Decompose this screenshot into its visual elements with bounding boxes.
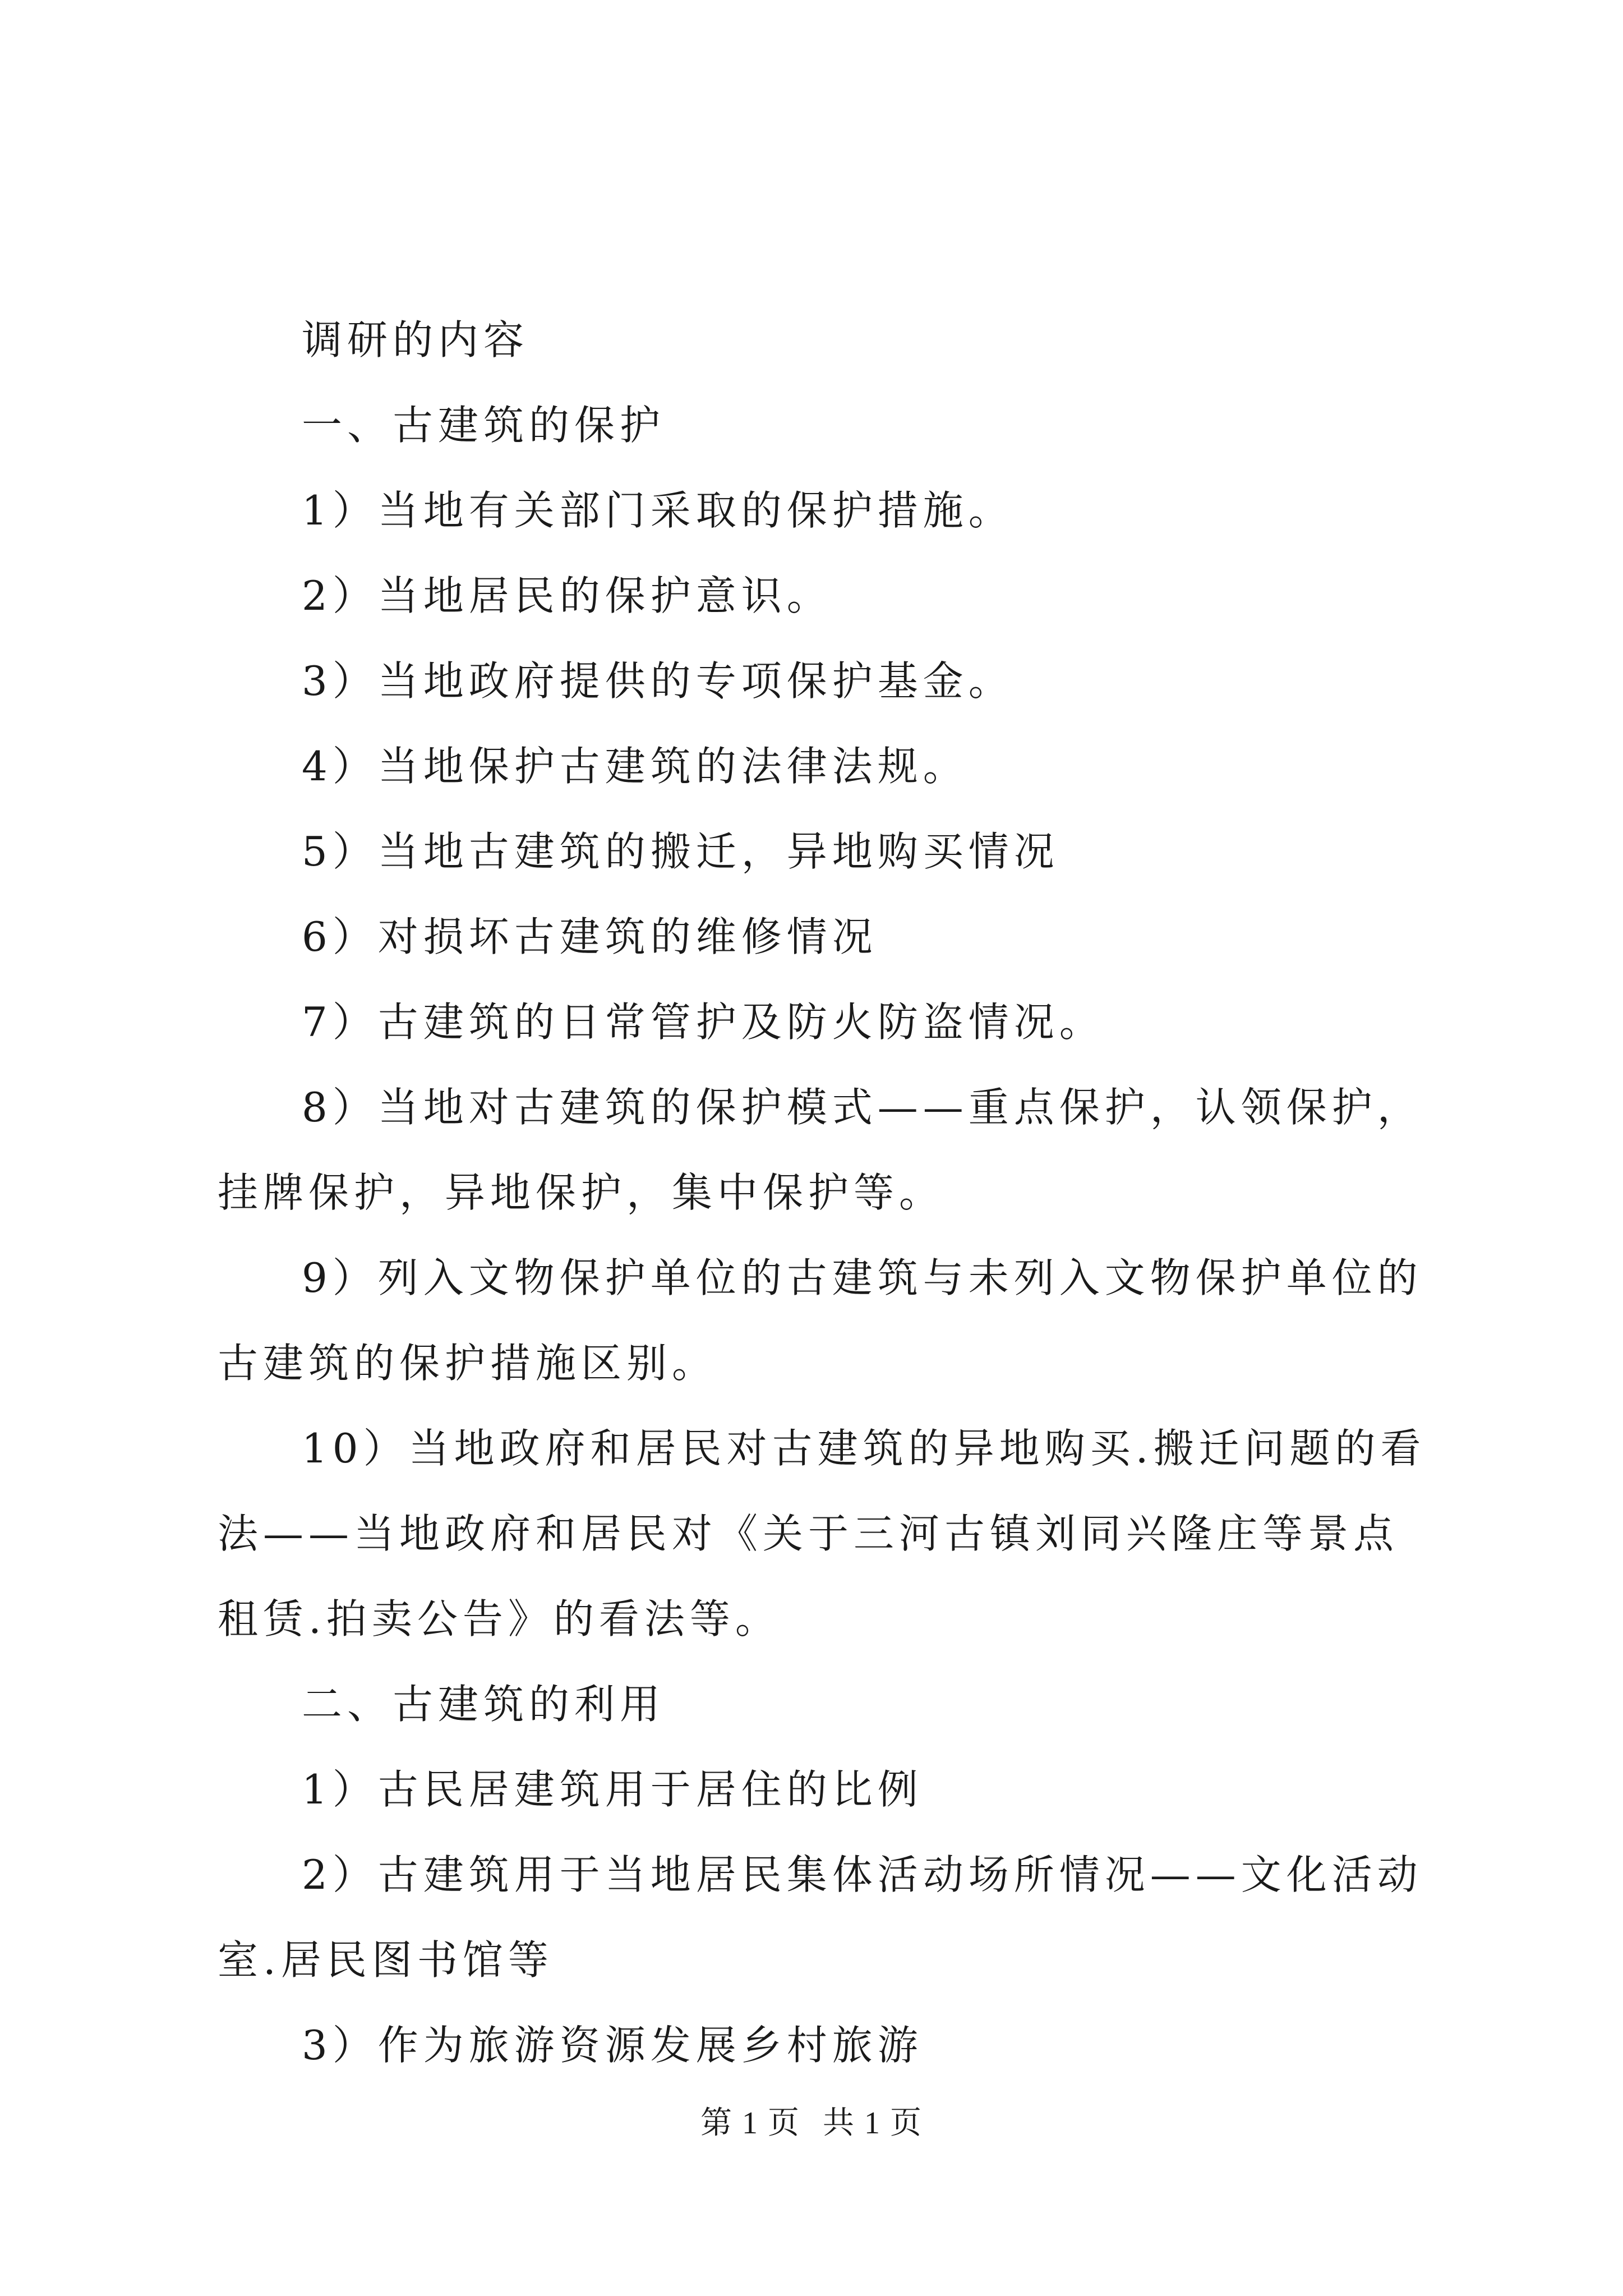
list-item: 1）当地有关部门采取的保护措施。 xyxy=(302,487,1014,534)
list-item: 4）当地保护古建筑的法律法规。 xyxy=(302,743,969,790)
page-number-current: 第 1 页 xyxy=(700,2106,800,2141)
page-number-total: 共 1 页 xyxy=(823,2106,923,2141)
list-item: 5）当地古建筑的搬迁，异地购买情况 xyxy=(302,828,1059,875)
list-item: 3）作为旅游资源发展乡村旅游 xyxy=(302,2022,923,2069)
list-item: 2）古建筑用于当地居民集体活动场所情况——文化活动室.居民图书馆等 xyxy=(218,1851,1423,1984)
list-item: 2）当地居民的保护意识。 xyxy=(302,572,832,619)
document-body xyxy=(218,297,1435,2088)
list-item: 6）对损坏古建筑的维修情况 xyxy=(302,913,878,960)
page-footer xyxy=(0,2101,1623,2146)
list-item: 8）当地对古建筑的保护模式——重点保护，认领保护，挂牌保护，异地保护，集中保护等。 xyxy=(218,1084,1423,1216)
list-item: 10）当地政府和居民对古建筑的异地购买.搬迁问题的看法——当地政府和居民对《关于三河古镇刘同兴隆庄等景点租赁.拍卖公告》的看法等。 xyxy=(218,1425,1426,1642)
section-heading: 一、古建筑的保护 xyxy=(302,402,666,449)
section-heading: 二、古建筑的利用 xyxy=(302,1681,666,1728)
list-item: 1）古民居建筑用于居住的比例 xyxy=(302,1766,923,1813)
document-heading: 调研的内容 xyxy=(302,316,529,364)
list-item: 9）列入文物保护单位的古建筑与未列入文物保护单位的古建筑的保护措施区别。 xyxy=(218,1254,1423,1387)
list-item: 7）古建筑的日常管护及防火防盗情况。 xyxy=(302,999,1105,1046)
list-item: 3）当地政府提供的专项保护基金。 xyxy=(302,657,1014,705)
